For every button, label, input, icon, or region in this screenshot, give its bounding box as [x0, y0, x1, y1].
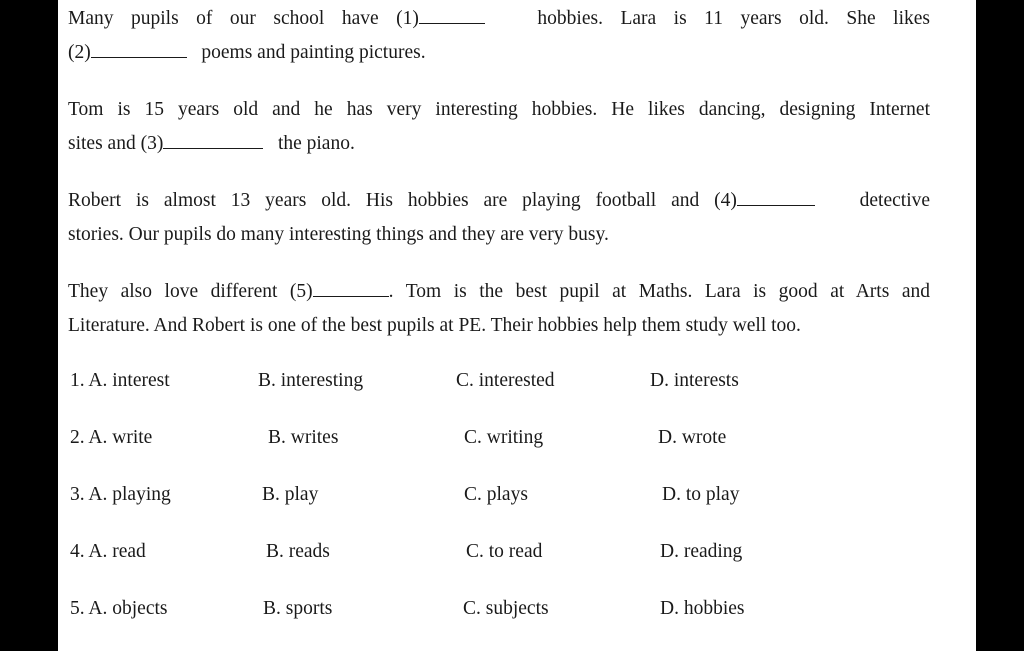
passage-line — [68, 127, 930, 161]
option-c: C. to read — [466, 541, 543, 562]
option-a: 2. A. write — [70, 427, 153, 448]
passage-line — [68, 184, 930, 218]
blank-4 — [737, 189, 815, 206]
option-b: B. sports — [263, 598, 333, 619]
option-b: B. interesting — [258, 370, 364, 391]
passage-line — [68, 275, 930, 309]
question-row-3 — [58, 484, 976, 514]
passage-line: Literature. And Robert is one of the best pupils at PE. Their hobbies help them study well too. — [68, 315, 801, 336]
question-row-4 — [58, 541, 976, 571]
passage-text: Robert is almost 13 years old. His hobbies are playing football and (4) — [68, 190, 737, 211]
blank-5 — [313, 280, 389, 297]
passage-text: poems and painting pictures. — [201, 42, 426, 63]
passage-text: sites and (3) — [68, 133, 164, 154]
option-b: B. writes — [268, 427, 339, 448]
passage-paragraph-2 — [68, 93, 930, 161]
passage-line: stories. Our pupils do many interesting things and they are very busy. — [68, 224, 609, 245]
passage-text: Many pupils of our school have (1) — [68, 8, 419, 29]
question-row-1 — [58, 370, 976, 400]
option-b: B. play — [262, 484, 319, 505]
question-row-2 — [58, 427, 976, 457]
passage-text: They also love different (5) — [68, 281, 313, 302]
passage-text: the piano. — [277, 133, 355, 154]
option-d: D. interests — [650, 370, 739, 391]
passage-line: Tom is 15 years old and he has very interesting hobbies. He likes dancing, designing Internet — [68, 99, 930, 120]
blank-3 — [163, 132, 263, 149]
passage-text: detective — [859, 190, 931, 211]
option-c: C. subjects — [463, 598, 549, 619]
option-d: D. wrote — [658, 427, 727, 448]
worksheet-page — [58, 0, 976, 651]
option-a: 4. A. read — [70, 541, 146, 562]
passage-paragraph-1 — [68, 2, 930, 70]
option-d: D. hobbies — [660, 598, 745, 619]
passage-text: . Tom is the best pupil at Maths. Lara is good at Arts and — [388, 281, 930, 302]
option-a: 5. A. objects — [70, 598, 168, 619]
passage-text: (2) — [68, 42, 91, 63]
option-c: C. interested — [456, 370, 555, 391]
passage-paragraph-3 — [68, 184, 930, 252]
blank-2 — [91, 41, 187, 58]
passage-line — [68, 36, 930, 70]
option-c: C. writing — [464, 427, 544, 448]
option-a: 3. A. playing — [70, 484, 171, 505]
blank-1 — [419, 7, 485, 24]
option-d: D. to play — [662, 484, 740, 505]
option-b: B. reads — [266, 541, 330, 562]
option-c: C. plays — [464, 484, 528, 505]
passage-paragraph-4 — [68, 275, 930, 343]
option-a: 1. A. interest — [70, 370, 170, 391]
passage-text: hobbies. Lara is 11 years old. She likes — [537, 8, 930, 29]
question-row-5 — [58, 598, 976, 628]
option-d: D. reading — [660, 541, 743, 562]
passage-line — [68, 2, 930, 36]
